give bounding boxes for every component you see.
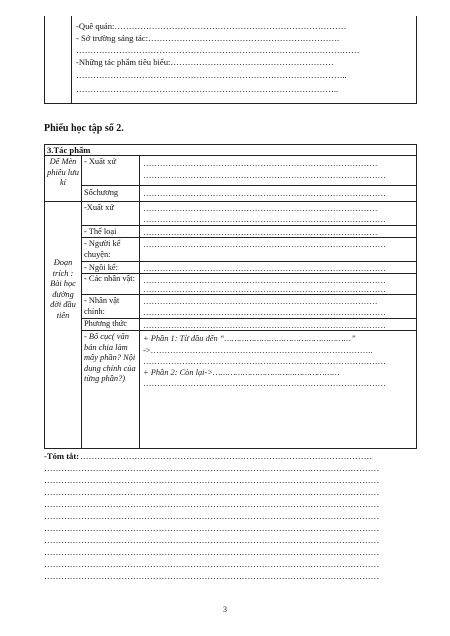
layout-label: - Bố cục( văn bản chia làm mấy phần? Nội dung chính của từng phần?): [84, 332, 136, 384]
worksheet-heading: Phiếu học tập số 2.: [44, 123, 124, 134]
row-dots: + Phần 2: Còn lại->……………………………………………: [143, 368, 340, 377]
row-dots: ->……………………………………………………………………..: [143, 346, 373, 355]
works-line: -Những tác phẩm tiêu biểu:…………………………………………………: [76, 57, 334, 67]
row-label: Sốchương: [84, 188, 119, 197]
row-label: - Nhân vật chính:: [84, 296, 120, 316]
table-header: 3.Tác phẩm: [47, 145, 91, 155]
row-dots: …………………………………………………………………………: [143, 228, 378, 237]
row-dots: + Phần 1: Từ đầu đến “……………………………………………”: [143, 334, 356, 343]
summary-line: ………………………………………………………………………………………………………: [44, 463, 380, 473]
row-label: [84, 332, 138, 385]
hometown-line: -Quê quán:………………………………………………………………………: [76, 21, 347, 31]
works-line-2: …………………………………………………………………………………..: [76, 70, 347, 80]
page-number: 3: [223, 605, 227, 614]
group-label-excerpt: Đoạn trích : Bài học đường đời đầu tiên: [50, 258, 76, 320]
row-dots: ……………………………………………………………………………: [143, 215, 386, 224]
row-label: Phương thức: [84, 319, 128, 328]
row-dots: ……………………………………………………………………………: [143, 189, 386, 198]
row-dots: …………………………………………………………………………: [143, 159, 378, 168]
row-dots: ……………………………………………………………………………: [143, 276, 386, 285]
row-label: - Ngôi kể:: [84, 263, 118, 272]
summary-line: ………………………………………………………………………………………………………: [44, 487, 380, 497]
summary-line: ………………………………………………………………………………………………………: [44, 511, 380, 521]
specialty-line-2: ………………………………………………………………………………………: [76, 45, 360, 55]
row-dots: ……………………………………………………………………………: [143, 321, 386, 330]
works-line-3: ………………………………………………………………………………..: [76, 84, 339, 94]
group-label-de-men: Dế Mèn phiêu lưu kí: [47, 157, 79, 188]
row-dots: ……………………………………………………………………………: [143, 264, 386, 273]
row-dots: ……………………………………………………………………………: [143, 285, 386, 294]
summary-line: …………………………………………………………………………………………: [80, 451, 373, 461]
row-label: - Các nhân vật:: [84, 274, 135, 283]
row-dots: ……………………………………………………………………………: [143, 240, 386, 249]
summary-line: ………………………………………………………………………………………………………: [44, 523, 380, 533]
row-dots: ……………………………………………………………………………: [143, 171, 386, 180]
specialty-line: - Sở trường sáng tác:………………………………………………………….: [76, 33, 340, 43]
row-dots: ……………………………………………………………………………: [143, 308, 386, 317]
row-dots: ……………………………………………………………………………: [143, 379, 386, 388]
row-dots: ……………………………………………………………………………: [143, 357, 386, 366]
summary-line: ………………………………………………………………………………………………………: [44, 499, 380, 509]
row-label: - Xuất xứ: [84, 157, 116, 166]
summary-label: -Tóm tắt:: [44, 451, 80, 461]
summary-line: ………………………………………………………………………………………………………: [44, 571, 380, 581]
row-dots: …………………………………………………………………………: [143, 204, 378, 213]
summary-line: ………………………………………………………………………………………………………: [44, 559, 380, 569]
row-label: - Người kể chuyện:: [84, 239, 121, 259]
row-label: -Xuất xứ: [84, 203, 114, 212]
summary-line: ………………………………………………………………………………………………………: [44, 535, 380, 545]
summary-line: ………………………………………………………………………………………………………: [44, 475, 380, 485]
row-label: - Thể loại: [84, 227, 117, 236]
summary-line: ………………………………………………………………………………………………………: [44, 547, 380, 557]
row-dots: …………………………………………………………………………: [143, 297, 378, 306]
